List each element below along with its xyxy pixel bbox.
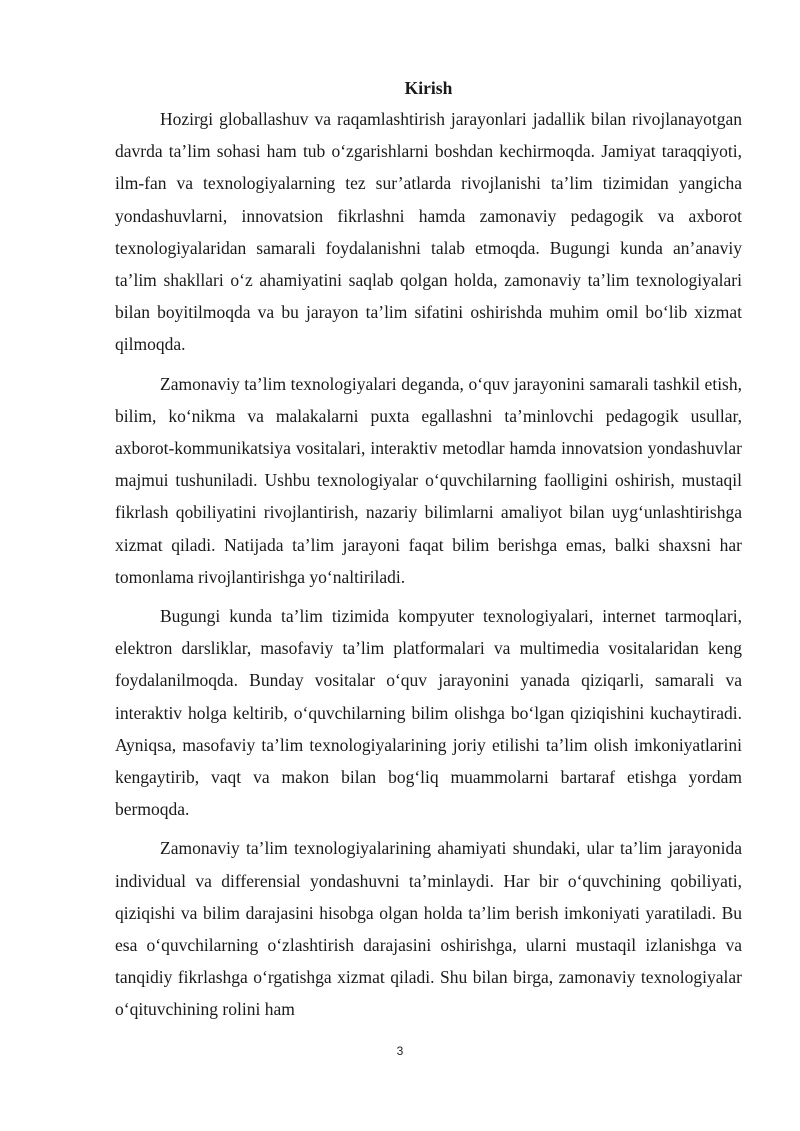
paragraph-1: Hozirgi globallashuv va raqamlashtirish jarayonlari jadallik bilan rivojlanayotgan davrda ta’lim sohasi ham tub o‘zgarishlarni boshdan kechirmoqda. Jamiyat taraqqiyoti, ilm-fan va texnologiyalarning tez sur’atlarda rivojlanishi ta’lim tizimidan yangicha yondashuvlarni, innovatsion fikrlashni hamda zamonaviy pedagogik va axborot texnologiyalaridan samarali foydalanishni talab etmoqda. Bugungi kunda an’anaviy ta’lim shakllari o‘z ahamiyatini saqlab qolgan holda, zamonaviy ta’lim texnologiyalari bilan boyitilmoqda va bu jarayon ta’lim sifatini oshirishda muhim omil bo‘lib xizmat qilmoqda. xyxy=(115,109,742,355)
section-title: Kirish xyxy=(404,78,453,98)
page-content xyxy=(115,75,742,1033)
page-number: 3 xyxy=(396,1044,404,1058)
paragraph-4: Zamonaviy ta’lim texnologiyalarining ahamiyati shundaki, ular ta’lim jarayonida individual va differensial yondashuvni ta’minlaydi. Har bir o‘quvchining qobiliyati, qiziqishi va bilim darajasini hisobga olgan holda ta’lim berish imkoniyati yaratiladi. Bu esa o‘quvchilarning o‘zlashtirish darajasini oshirishga, ularni mustaqil izlanishga va tanqidiy fikrlashga o‘rgatishga xizmat qiladi. Shu bilan birga, zamonaviy texnologiyalar o‘qituvchining rolini ham xyxy=(115,838,742,1020)
paragraph-3: Bugungi kunda ta’lim tizimida kompyuter texnologiyalari, internet tarmoqlari, elektron darsliklar, masofaviy ta’lim platformalari va multimedia vositalaridan keng foydalanilmoqda. Bunday vositalar o‘quv jarayonini yanada qiziqarli, samarali va interaktiv holga keltirib, o‘quvchilarning bilim olishga bo‘lgan qiziqishini kuchaytiradi. Ayniqsa, masofaviy ta’lim texnologiyalarining joriy etilishi ta’lim olish imkoniyatlarini kengaytirib, vaqt va makon bilan bog‘liq muammolarni bartaraf etishga yordam bermoqda. xyxy=(115,606,742,820)
paragraph-2: Zamonaviy ta’lim texnologiyalari deganda, o‘quv jarayonini samarali tashkil etish, bilim, ko‘nikma va malakalarni puxta egallashni ta’minlovchi pedagogik usullar, axborot-kommunikatsiya vositalari, interaktiv metodlar hamda innovatsion yondashuvlar majmui tushuniladi. Ushbu texnologiyalar o‘quvchilarning faolligini oshirish, mustaqil fikrlash qobiliyatini rivojlantirish, nazariy bilimlarni amaliyot bilan uyg‘unlashtirishga xizmat qiladi. Natijada ta’lim jarayoni faqat bilim berishga emas, balki shaxsni har tomonlama rivojlantirishga yo‘naltiriladi. xyxy=(115,373,742,587)
